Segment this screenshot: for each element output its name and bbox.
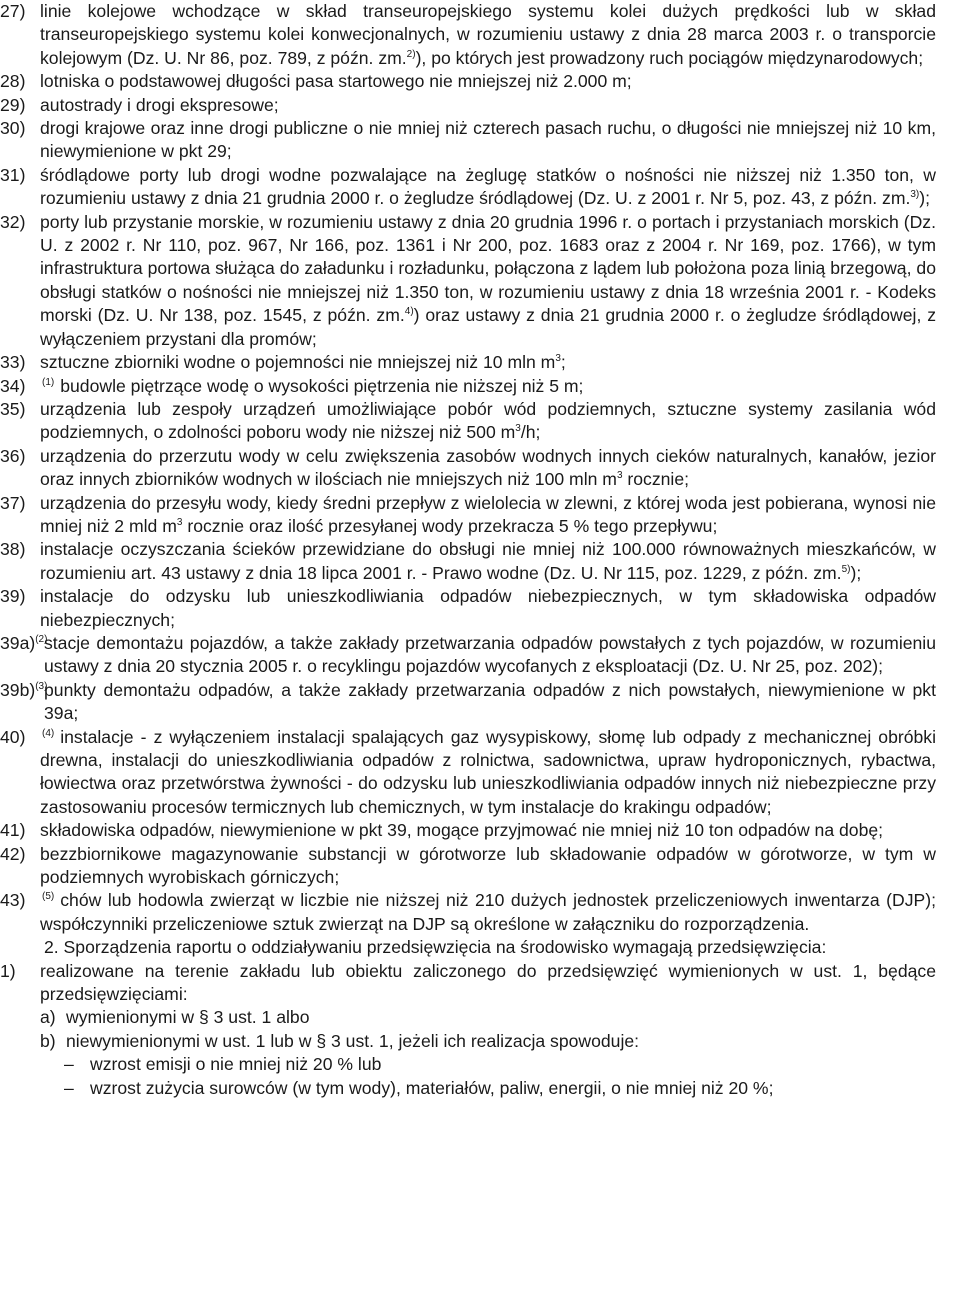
list-item — [0, 164, 936, 211]
item-text: urządzenia lub zespoły urządzeń umożliwiające pobór wód podziemnych, sztuczne systemy zasilania wód podziemnych, o zdolności poboru wody nie niższej niż 500 m — [40, 398, 936, 443]
item-number-text: 37) — [0, 492, 26, 513]
item-text-cont: ); — [850, 562, 862, 583]
item-number — [0, 164, 25, 187]
item-text-cont: rocznie oraz ilość przesyłanej wody przekracza 5 % tego przepływu; — [182, 515, 718, 536]
footnote-marker: 2) — [406, 48, 416, 60]
letter-item — [0, 1030, 936, 1053]
item-number-text: 33) — [0, 352, 26, 373]
list-item — [0, 585, 936, 632]
item-text: stacje demontażu pojazdów, a także zakłady przetwarzania odpadów powstałych z tych pojazdów, w rozumieniu ustawy z dnia 20 stycznia 2005 r. o recyklingu pojazdów wycofanych z eksploatacji (Dz. U. Nr 25, poz. 202); — [44, 632, 936, 677]
list-item — [0, 538, 936, 585]
dash-item — [0, 1077, 936, 1100]
item-number — [0, 538, 25, 561]
item-number — [0, 0, 25, 23]
dash-marker: – — [64, 1077, 74, 1098]
footnote-marker: (4) — [42, 727, 55, 739]
footnote-marker: 3 — [555, 353, 561, 365]
item-number-text: 32) — [0, 211, 26, 232]
item-number — [0, 375, 25, 398]
item-number-text: 38) — [0, 539, 26, 560]
footnote-marker: 5) — [841, 563, 851, 575]
item-text: urządzenia do przerzutu wody w celu zwiększenia zasobów wodnych innych cieków naturalnych, kanałów, jezior oraz innych zbiorników wodnych w ilościach nie mniejszych niż 100 mln m — [40, 445, 936, 490]
item-text: bezzbiornikowe magazynowanie substancji w górotworze lub składowanie odpadów w górotworze, w tym w podziemnych wyrobiskach górniczych; — [40, 843, 936, 888]
item-number-text: 34) — [0, 375, 26, 396]
item-number: 1) — [0, 960, 16, 981]
item-text: drogi krajowe oraz inne drogi publiczne o nie mniej niż czterech pasach ruchu, o długości nie mniejszej niż 10 km, niewymienione w pkt 29; — [40, 118, 936, 162]
list-item — [0, 632, 936, 679]
list-item — [0, 351, 936, 374]
list-item — [0, 211, 936, 351]
dash-text: wzrost emisji o nie mniej niż 20 % lub — [90, 1054, 382, 1075]
dash-item — [0, 1053, 936, 1076]
item-number — [0, 445, 25, 468]
footnote-marker: (5) — [42, 891, 55, 903]
item-number-text: 27) — [0, 1, 26, 21]
item-text: sztuczne zbiorniki wodne o pojemności nie mniejszej niż 10 mln m — [40, 352, 556, 373]
list-item — [0, 492, 936, 539]
item-number-text: 40) — [0, 726, 26, 747]
letter-item — [0, 1006, 936, 1029]
list-item — [0, 445, 936, 492]
item-text: lotniska o podstawowej długości pasa startowego nie mniejszej niż 2.000 m; — [40, 71, 632, 92]
item-text: linie kolejowe wchodzące w skład transeuropejskiego systemu kolei dużych prędkości lub w skład transeuropejskiego systemu kolei konwecjonalnych, w rozumieniu ustawy z dnia 28 marca 2003 r. o transporcie kolejowym (Dz. U. Nr 86, poz. 789, z późn. zm. — [40, 1, 936, 68]
item-text: instalacje do odzysku lub unieszkodliwiania odpadów niebezpiecznych, w tym składowiska odpadów niebezpiecznych; — [40, 586, 936, 630]
item-text-cont: /h; — [520, 422, 541, 443]
item-text-cont: ; — [560, 352, 566, 373]
item-number-text: 42) — [0, 843, 26, 864]
letter-label: a) — [40, 1007, 56, 1028]
item-number-text: 39) — [0, 586, 26, 607]
list-item — [0, 679, 936, 726]
letter-text: niewymienionymi w ust. 1 lub w § 3 ust. 1, jeżeli ich realizacja spowoduje: — [66, 1030, 640, 1051]
item-number — [0, 94, 25, 117]
list-item — [0, 889, 936, 936]
item-number-text: 36) — [0, 445, 26, 466]
item-number-text: 39b) — [0, 679, 36, 700]
list-item — [0, 819, 936, 842]
item-number — [0, 398, 25, 421]
item-text-cont: rocznie; — [622, 469, 689, 490]
item-number — [0, 819, 25, 842]
item-number-text: 41) — [0, 820, 26, 841]
item-number-text: 28) — [0, 71, 26, 92]
item-text: punkty demontażu odpadów, a także zakłady przetwarzania odpadów z nich powstałych, niewymienione w pkt 39a; — [44, 679, 936, 724]
list-item — [0, 117, 936, 164]
item-number-text: 39a) — [0, 632, 36, 653]
list-item — [0, 70, 936, 93]
item-number — [0, 889, 25, 912]
footnote-marker: (1) — [42, 376, 55, 388]
item-number — [0, 843, 25, 866]
item-number — [0, 211, 25, 234]
footnote-marker: (3) — [35, 680, 48, 692]
item-text: instalacje oczyszczania ścieków przewidziane do obsługi nie mniej niż 100.000 równoważnych mieszkańców, w rozumieniu art. 43 ustawy z dnia 18 lipca 2001 r. - Prawo wodne (Dz. U. Nr 115, poz. 1229, z późn. zm. — [40, 539, 936, 583]
footnote-marker: 4) — [404, 306, 414, 318]
footnote-marker: 3 — [616, 470, 623, 482]
item-number — [0, 70, 25, 93]
item-text: autostrady i drogi ekspresowe; — [40, 94, 279, 115]
item-text-cont: ); — [919, 188, 931, 209]
letter-text: wymienionymi w § 3 ust. 1 albo — [66, 1007, 310, 1028]
dash-marker: – — [64, 1054, 74, 1075]
item-number-text: 29) — [0, 94, 26, 115]
item-text: porty lub przystanie morskie, w rozumieniu ustawy z dnia 20 grudnia 1996 r. o portach i przystaniach morskich (Dz. U. z 2002 r. Nr 110, poz. 967, Nr 166, poz. 1361 i Nr 200, poz. 1683 oraz z 2004 r. Nr 169, poz. 1766), w tym infrastruktura portowa służąca do załadunku i rozładunku, połączona z lądem lub położona poza linią brzegową, do obsługi statków o nośności nie mniejszej niż 1.350 ton, w rozumieniu ustawy z dnia 18 września 2001 r. - Kodeks morski (Dz. U. Nr 138, poz. 1545, z późn. zm. — [40, 211, 936, 326]
list-item — [0, 960, 936, 1007]
item-text: śródlądowe porty lub drogi wodne pozwalające na żeglugę statków o nośności nie niższej niż 1.350 ton, w rozumieniu ustawy z dnia 21 grudnia 2000 r. o żegludze śródlądowej (Dz. U. z 2001 r. Nr 5, poz. 43, z późn. zm. — [40, 164, 936, 209]
dash-text: wzrost zużycia surowców (w tym wody), materiałów, paliw, energii, o nie mniej niż 20 %; — [90, 1077, 774, 1098]
footnote-marker: (2) — [35, 633, 48, 645]
item-text: instalacje - z wyłączeniem instalacji spalających gaz wysypiskowy, słomę lub odpady z mechanicznej obróbki drewna, instalacji do unieszkodliwiania odpadów z rolnictwa, sadownictwa, upraw hydroponicznych, rybactwa, łowiectwa oraz przetwórstwa żywności - do odzysku lub unieszkodliwiania odpadów innych niż niebezpieczne przy zastosowaniu procesów termicznych lub chemicznych, w tym instalacje do krakingu odpadów; — [40, 726, 936, 817]
item-number — [0, 117, 25, 140]
item-number-text: 30) — [0, 118, 26, 139]
list-item — [0, 726, 936, 820]
item-text-cont: ) oraz ustawy z dnia 21 grudnia 2000 r. o żegludze śródlądowej, z wyłączeniem przystani dla promów; — [40, 305, 936, 349]
item-number — [0, 632, 47, 655]
section-heading: 2. Sporządzenia raportu o oddziaływaniu przedsięwzięcia na środowisko wymagają przedsięwzięcia: — [44, 937, 827, 958]
footnote-marker: 3 — [176, 516, 183, 528]
footnote-marker: 3) — [910, 189, 920, 201]
item-number — [0, 726, 25, 749]
item-text: urządzenia do przesyłu wody, kiedy średni przepływ z wielolecia w zlewni, z której woda jest pobierana, wynosi nie mniej niż 2 mld m — [40, 492, 936, 536]
list-item — [0, 0, 936, 70]
item-number — [0, 585, 25, 608]
item-text: składowiska odpadów, niewymienione w pkt 39, mogące przyjmować nie mniej niż 10 ton odpadów na dobę; — [40, 820, 884, 841]
item-number-text: 35) — [0, 398, 26, 419]
item-number — [0, 351, 25, 374]
footnote-marker: 3 — [515, 423, 521, 435]
item-text: chów lub hodowla zwierząt w liczbie nie niższej niż 210 dużych jednostek przeliczeniowych inwentarza (DJP); współczynniki przeliczeniowe sztuk zwierząt na DJP są określone w załączniku do rozporządzenia. — [40, 890, 936, 934]
item-text: budowle piętrzące wodę o wysokości piętrzenia nie niższej niż 5 m; — [60, 375, 584, 396]
letter-label: b) — [40, 1030, 56, 1051]
item-number — [0, 679, 47, 702]
list-item — [0, 375, 936, 398]
item-number-text: 31) — [0, 164, 26, 185]
item-text-cont: ), po których jest prowadzony ruch pociągów międzynarodowych; — [415, 47, 924, 68]
item-number-text: 43) — [0, 890, 26, 911]
item-number — [0, 492, 25, 515]
list-item — [0, 398, 936, 445]
list-item — [0, 94, 936, 117]
list-item — [0, 843, 936, 890]
item-text: realizowane na terenie zakładu lub obiektu zaliczonego do przedsięwzięć wymienionych w ust. 1, będące przedsięwzięciami: — [40, 960, 936, 1005]
